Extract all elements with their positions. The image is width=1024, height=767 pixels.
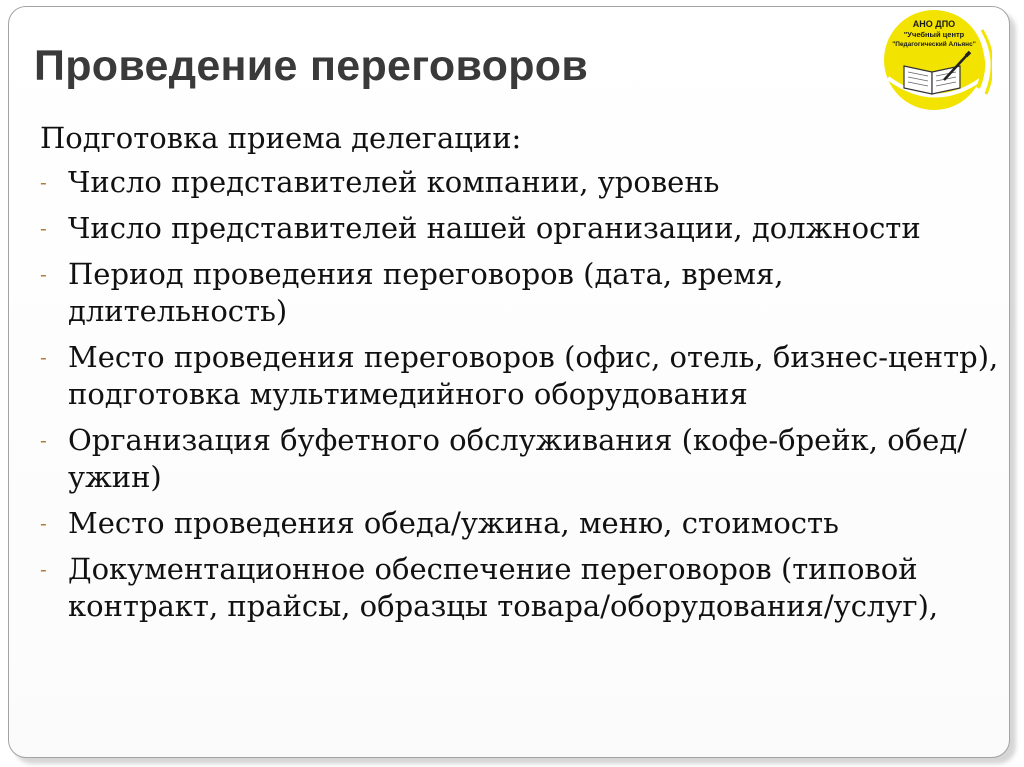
logo-line-3: "Педагогический Альянс"	[892, 41, 976, 48]
bullet-dash: -	[40, 170, 47, 194]
list-item-text: Место проведения обеда/ужина, меню, стоимость	[68, 506, 839, 540]
list-item	[40, 551, 1000, 625]
bullet-dash: -	[40, 511, 47, 535]
list-item	[40, 505, 1000, 542]
list-item	[40, 210, 1000, 247]
bullet-dash: -	[40, 345, 47, 369]
logo-icon	[882, 8, 992, 116]
logo-line-2: "Учебный центр	[903, 30, 965, 39]
list-item	[40, 339, 1000, 413]
bullet-dash: -	[40, 216, 47, 240]
bullet-dash: -	[40, 262, 47, 286]
bullet-dash: -	[40, 428, 47, 452]
bullet-list	[40, 164, 1000, 625]
list-item	[40, 164, 1000, 201]
bullet-dash: -	[40, 557, 47, 581]
list-item-text: Число представителей нашей организации, должности	[68, 211, 921, 245]
list-item-text: Организация буфетного обслуживания (кофе-брейк, обед/ужин)	[68, 423, 967, 494]
list-item-text: Число представителей компании, уровень	[68, 165, 720, 199]
list-item	[40, 422, 1000, 496]
slide-title: Проведение переговоров	[34, 42, 589, 90]
list-item	[40, 256, 1000, 330]
list-item-text: Период проведения переговоров (дата, время, длительность)	[68, 257, 784, 328]
list-item-text: Место проведения переговоров (офис, отель, бизнес-центр), подготовка мультимедийного оборудования	[68, 340, 999, 411]
logo-line-1: АНО ДПО	[912, 19, 956, 29]
list-item-text: Документационное обеспечение переговоров (типовой контракт, прайсы, образцы товара/оборудования/услуг),	[68, 552, 939, 623]
intro-text: Подготовка приема делегации:	[40, 121, 522, 155]
slide-body	[40, 120, 1000, 634]
